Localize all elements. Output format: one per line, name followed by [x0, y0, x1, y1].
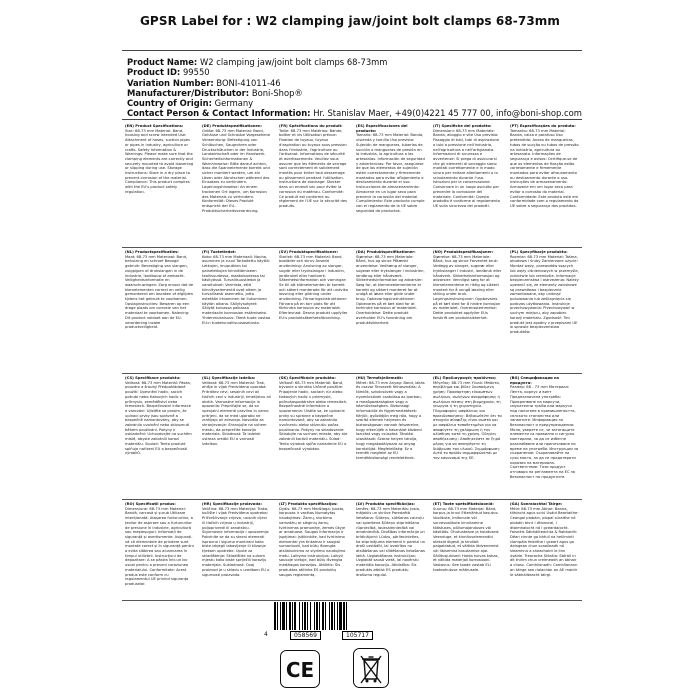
barcode-bars — [272, 602, 392, 632]
language-heading: (CS) Specifikace produktu: — [125, 376, 181, 380]
page-title: GPSR Label for : W2 clamping jaw/joint bolt clamps 68-73mm — [139, 14, 560, 28]
language-block — [122, 374, 197, 499]
language-text: Suurus: 68-73 mm Materjal: Bänd, korpus ja kruvi Ettenähtud kasutus: Voolikute, imitorude või survevoolikute kinnitamine tööstuses, põllumajanduses või käsitöös. Ohutusteave ja hoiatused: Veenduge, et kinnituselemendid oleksid õigesti ja kindlalt paigaldatud, et vältida lõdvenemist või libisemist kasutamise ajal. Säilitusjuhised: Hoida kuivas kohas, et vältida materjali korrosiooni. Vastavus: See toode vastab ELi tooteohutuse määrusele. — [433, 506, 500, 572]
barcode-digit-left: 4 — [264, 631, 268, 638]
language-block — [507, 248, 582, 373]
ce-mark-text: CE — [285, 658, 315, 682]
language-text: Storlek: 68-73 mm Material: Band, bostäder och skruv Avsedd användning: Anvisning av slangar, sugrör eller tryckslangar i industrin, jordbruket eller hantverk. Säkerhetsinformation och varningar: Se till att klämelementen är korrekt och säkert monterade för att undvika lossning eller glidning under användning. Förvaringsinstruktioner: Förvara på en torr plats för att förhindra korrosion av materialet. Efterlevnad: Denna produkt uppfyller EU:s produktsäkerhetsförordning. — [279, 254, 348, 320]
barcode-bar — [299, 602, 300, 630]
meta-label: Contact Person & Contact Information: — [127, 108, 311, 119]
barcode-bar — [289, 602, 291, 630]
language-text: Dimensioni: 68-73 mm Materiale: Banda, alloggio e vite Uso previsto: Fissaggio di tubi, tubi di aspirazione o tubi a pressione nell'industria, nell'agricoltura o nell'artigianato. Informazioni di sicurezza e avvertenze: Si prega di assicurarsi che gli elementi di serraggio siano montati correttamente e in modo sicuro per evitare allentamenti o lo scivolamento durante l'uso. Istruzioni per la conservazione: Conservare in un luogo asciutto per prevenire la corrosione del materiale. Conformità: Questo prodotto è conforme al regolamento UE sulla sicurezza dei prodotti. — [433, 128, 500, 208]
language-heading: (SL) Specifikacije izdelka: — [202, 376, 256, 380]
language-text: Méid: 68-73 mm Ábhar: Banna, tithíocht agus scriú Úsáid Beartaithe: Ceangal píobáin, píopaí súraithe nó píobáin bhrú i dtionscal, i dtalmhaíocht nó i gceardaíocht. Faisnéis Sábháilteachta & Rabhaidh: Déan cinnte go bhfuil na heilimintí clampála feistithe i gceart agus go daingean chun scaoileadh nó sleamhnú a sheachaint le linn úsáide. Treoracha Stórála: Stóráil in áit thirim chun creimeadh an ábhair a chosc. Comhlíonadh: Comhlíonann an táirge seo rialachán an AE maidir le sábháilteacht táirgí. — [510, 506, 579, 577]
language-text: Velikost: 68-73 mm Material: Trak, ohišje in vijak Predvidena uporaba: Pritrditev cevi, sesalnih cevi ali tlačnih cevi v industriji, kmetijstvu ali obrtih. Varnostne informacije in opozorila: Prepričajte se, da so vpenjalni elementi pravilno in varno pritrjeni, da se med uporabo ne zrahljajo ali zdrsnejo. Navodila za shranjevanje: Shranjujte na suhem mestu, da preprečite korozijo materiala. Skladnost: Ta izdelek ustreza uredbi EU o varnosti izdelkov. — [202, 380, 271, 446]
language-block — [430, 122, 505, 247]
meta-label: Product Name: — [127, 57, 198, 67]
barcode-bar — [325, 602, 326, 630]
barcode-bar — [346, 602, 347, 630]
language-row — [122, 122, 582, 247]
language-block — [507, 500, 582, 625]
language-block — [353, 248, 428, 373]
language-text: Størrelse: 68-73 mm Materiale: Bånd, hus og skrue Påtænkt anvendelse: Vedhæng af slanger, sugerør eller trykslanger i industrien, landbrug eller håndværk. Sikkerhedsinformation og advarsler: Sørg for, at klemmeelementerne er korrekt og sikkert monteret for at undgå at løsne eller glide under brug. Opbevaringsinstruktioner: Opbevares på et tørt sted for at forhindre korrosion af materialet. Overholdelse: Dette produkt overholder EU's forordning om produktsikkerhed. — [356, 254, 425, 325]
language-heading: (DE) Produktspezifikationen: — [202, 124, 262, 128]
meta-row — [127, 108, 587, 118]
barcode-bar — [331, 602, 333, 630]
language-row — [122, 373, 582, 499]
language-block — [276, 374, 351, 499]
language-heading: (NO) Produktspesifikasjoner: — [433, 250, 494, 254]
language-block — [199, 248, 274, 373]
language-heading: (NL) Productspecificaties: — [125, 250, 179, 254]
language-row — [122, 247, 582, 373]
language-text: Size: 68-73 mm Material: Band, housing and screw Intended Use: Attachment of hoses, suction pipes or pipes in industry, agriculture or crafts. Safety Information & Warnings: Please make sure that the clamping elements are correctly and securely mounted to avoid loosening or slipping during use. Storage Instructions: Store in a dry place to prevent corrosion of the material. Compliance: This product complies with the EU's product safety regulation. — [125, 128, 194, 194]
barcode-bar — [307, 602, 308, 630]
language-heading: (PL) Specyfikacje produktu: — [510, 250, 568, 254]
meta-value: W2 clamping jaw/joint bolt clamps 68-73mm — [199, 57, 388, 67]
barcode — [264, 602, 392, 642]
language-text: Veľkosť: 68-73 mm Materiál: Band, bývanie a skrutka Určené použitie: Pripojenie hadíc, saciach rúr alebo tlakových hadíc v priemysle, poľnohospodárstve alebo remeslách. Bezpečnostné informácie a upozornenia: Uistite sa, že upínacie prvky sú správne a bezpečne namontované, aby sa zabránilo uvoľneniu alebo skĺznutiu počas používania. Pokyny na skladovanie: Skladujte na suchom mieste, aby ste zabránili korózii materiálu. Súlad: Tento výrobok spĺňa nariadenie EÚ o bezpečnosti výrobkov. — [279, 380, 348, 451]
barcode-bar — [282, 602, 285, 630]
meta-row — [127, 78, 587, 88]
language-text: Размер: 68 - 73 mm Материал: Лента, корпус и винт Предназначена употреба: Прикрепване на маркучи, смукателни тръби или маркучи под налягане в промишлеността, селското стопанство или занаятите. Информация за безопасност и предупреждения: Моля, уверете се, че затягащите елементи са правилно и сигурно монтирани, за да се избегне разхлабване или приплъзване по време на употреба. Инструкции за съхранение: Съхранявайте на сухо място, за да се предотврати корозия на материала. Съответствие: Този продукт отговаря на регламента на ЕС за безопасност на продуктите. — [510, 385, 579, 479]
barcode-digits-right: 105717 — [342, 631, 373, 640]
product-meta — [127, 57, 587, 119]
language-heading: (GA) Sonraíochtaí Táirge: — [510, 502, 563, 506]
barcode-bar — [316, 602, 318, 630]
barcode-bar — [310, 602, 311, 630]
meta-row — [127, 67, 587, 77]
language-text: Taille: 68-73 mm Matériau: Bande, boîtier et vis Utilisation prévue: Fixation de tuyaux, tuyaux d'aspiration ou tuyaux sous pression dans l'industrie, l'agriculture ou l'artisanat. Informations de sécurité et avertissements: Veuillez vous assurer que les éléments de serrage sont correctement et solidement montés pour éviter tout desserrage ou glissement pendant l'utilisation. Instructions de stockage: Stocker dans un endroit sec pour éviter la corrosion du matériau. Conformité: Ce produit est conforme au règlement de l'UE sur la sécurité des produits. — [279, 128, 348, 208]
barcode-bar — [337, 602, 338, 630]
barcode-bar — [280, 602, 281, 630]
language-block — [276, 122, 351, 247]
language-text: Tamaño: 68-73 mm Material: Banda, vivienda y tornillo Uso previsto: Sujeción de mangueras, tuberías de succión o mangueras de presión en la industria, la agricultura o las artesanías. Información de seguridad y advertencias: Por favor, asegúrese de que los elementos de sujeción estén correctamente y firmemente montados para evitar aflojamiento o deslizamiento durante el uso. Instrucciones de almacenamiento: Almacene en un lugar seco para prevenir la corrosión del material. Cumplimiento: Este producto cumple con el reglamento de la UE sobre seguridad de productos. — [356, 133, 425, 213]
divider — [122, 119, 582, 120]
language-block — [122, 248, 197, 373]
language-heading: (SK) Špecifikácie produktu: — [279, 376, 336, 380]
barcode-bar — [339, 602, 342, 630]
meta-row — [127, 98, 587, 108]
language-heading: (RO) Specificații produs: — [125, 502, 176, 506]
language-text: Größe: 68-73 mm Material: Band, Gehäuse und Schraube Vorgesehene Verwendung: Befestigung von Schläuchen, Saugrohren oder Druckschläuchen in der Industrie, Landwirtschaft oder im Handwerk. Sicherheitsinformationen & Warnhinweise: Bitte darauf achten, dass die Spannelemente korrekt und sicher montiert werden, um ein Lösen oder Abrutschen während des Einsatzes zu verhindern. Lagerungshinweise: An einem trockenen Ort lagern, um Korrosion des Materials zu verhindern. Konformität: Dieses Produkt entspricht der EU-Produktsicherheitsverordnung. — [202, 128, 271, 213]
ce-mark-icon — [280, 650, 320, 688]
language-heading: (FI) Tuotetiedot: — [202, 250, 237, 254]
language-heading: (SV) Produktspecifikationer: — [279, 250, 339, 254]
meta-value: 99550 — [182, 67, 210, 78]
language-text: Rozmiar: 68-73 mm Materiał: Taśma, obudowa i śruby Zamierzone użycie: Montaż węży, przewodów ssących lub węży ciśnieniowych w przemyśle, rolnictwie lub rzemiośle. Informacje bezpieczeństwa i ostrzeżenia: Należy upewnić się, że elementy zaciskowe są prawidłowo i bezpiecznie zamontowane, aby uniknąć poluzowania lub ześlizgnięcia się podczas użytkowania. Instrukcje przechowywania: Przechowywać w suchym miejscu, aby zapobiec korozji materiału. Zgodność: Ten produkt jest zgodny z przepisami UE w sprawie bezpieczeństwa produktów. — [510, 254, 579, 334]
meta-label: Variation Number: — [127, 77, 214, 88]
barcode-bar — [329, 602, 330, 630]
language-block — [430, 248, 505, 373]
meta-value: Germany — [214, 98, 254, 109]
language-heading: (HR) Specifikacije proizvoda: — [202, 502, 262, 506]
language-text: Velikost: 68-73 mm Materiál: Páska, pouzdro a šroubý Předpokládané použití: Upevnění hadic, sacích potrubí nebo tlakových hadic v průmyslu, zemědělství nebo řemeslech. Bezpečnostní informace a varování: Ujistěte se prosím, že upínací prvky jsou správně a bezpečně namontovány, aby se zabránilo uvolnění nebo sklouznutí během používání. Pokyny k uskladnění: Uchovávejte na suchém místě, abyste zabránili korozi materiálu. Soulad: Tento produkt splňuje nařízení EU o bezpečnosti výrobků. — [125, 380, 192, 456]
language-heading: (ES) Especificaciones del producto: — [356, 124, 408, 133]
language-block — [199, 374, 274, 499]
language-block — [353, 374, 428, 499]
divider — [122, 600, 582, 601]
barcode-digits-middle: 058569 — [290, 631, 321, 640]
meta-label: Product ID: — [127, 67, 181, 78]
language-heading: (LT) Produkto specifikacijos: — [279, 502, 338, 506]
language-block — [507, 122, 582, 247]
language-heading: (LV) Produkta specifikācijas: — [356, 502, 415, 506]
barcode-bar — [314, 602, 315, 630]
meta-row — [127, 57, 587, 67]
barcode-bar — [304, 602, 306, 630]
barcode-bar — [294, 602, 296, 630]
language-block — [122, 500, 197, 625]
barcode-bar — [302, 602, 303, 630]
language-heading: (BG) Спецификации на продукта: — [510, 376, 560, 385]
language-text: Maat: 68-73 mm Materiaal: Band, behuizing en schroef Beoogd gebruik: Bevestiging van slangen, zuigpijpen of drukslangen in de industrie, landbouw of ambacht. Veiligheidsinformatie en waarschuwingen: Zorg ervoor dat de klemelementen correct en veilig gemonteerd om losraken of afglijden tijdens het gebruik te voorkomen. Opslaginstructies: Bewaren op een droge plaats om corrosie van het materiaal te voorkomen. Naleving: Dit product voldoet aan de EU-verordening inzake productveiligheid. — [125, 254, 194, 330]
language-heading: (PT) Especificações do produto: — [510, 124, 576, 128]
language-text: Dydis: 68-73 mm Medžiaga: Juosta, korpusas ir varžtas Numatytas naudojimas: Žarnų, siurbimo vamzdžių ar slėginių žarnų tvirtinimas pramonėje, žemės ūkyje ar amatuose. Saugos informacija ir įspėjimai: Įsitikinkite, kad tvirtinimo elementai yra tinkamai ir saugiai sumontuoti, kad būtų išvengta atsilaisvinimo ar slydimo naudojimo metu. Laikymo instrukcijos: Laikyti sausoje vietoje, kad būtų išvengta medžiagos korozijos. Atitiktis: Šis produktas atitinka ES produktų saugos reglamentą. — [279, 506, 346, 577]
meta-value: BONI-41011-46 — [216, 77, 281, 88]
language-block — [430, 500, 505, 625]
barcode-bar — [277, 602, 278, 630]
specifications-grid — [122, 122, 582, 625]
meta-label: Country of Origin: — [127, 98, 212, 109]
barcode-bar — [334, 602, 335, 630]
language-heading: (IT) Specifiche del prodotto: — [433, 124, 492, 128]
language-text: Μέγεθος: 68-73 mm Υλικό: Μπάντα, περίβλημα και βίδες Σκοπούμενη χρήση: Προσάρτηση εύκαμπτων σωλήνων, σωλήνων αναρρόφησης ή σωλήνων πίεσης στη βιομηχανία, τη γεωργία ή τη χειροτεχνία. Πληροφορίες ασφάλειας και προειδοποιήσεις: Βεβαιωθείτε ότι τα στοιχεία σύσφιξης είναι σωστά και με ασφάλεια τοποθετημένα για να αποφύγετε τη χαλάρωση ή την ολίσθηση κατά τη χρήση. Οδηγίες αποθήκευσης: Αποθηκεύστε σε ξηρό μέρος για να αποτρέψετε τη διάβρωση του υλικού. Συμμόρφωση: Αυτό το προϊόν συμμορφώνεται με τον κανονισμό της ΕΕ. — [433, 380, 502, 460]
meta-label: Manufacturer/Distributor: — [127, 87, 250, 98]
language-text: Dimensiune: 68-73 mm Material: Bandă, carcasă și șurub Utilizare intenționată: Atașarea furtunurilor, a țevilor de aspirare sau a furtunurilor de presiune în industrie, agricultură sau meșteșuguri. Informații de siguranță și avertismente: Asigurați-vă că elementele de prindere sunt montate corect și în siguranță pentru a evita slăbirea sau alunecarea în timpul utilizării. Instrucțiuni de depozitare: A se păstra într-un loc uscat pentru a preveni coroziunea materialului. Conformitate: Acest produs este conform cu regulamentul UE privind siguranța produselor. — [125, 506, 194, 586]
divider — [122, 50, 582, 51]
language-text: Tamanho: 68-73 mm Material: Banda, caixa e parafuso Uso pretendido: Anexo de mangueiras, tubos de sucção ou tubos de pressão na indústria, agricultura ou artesanato. Informações de segurança e avisos: Certifique-se de que os elementos de fixação estão corretamente e firmemente montados para evitar afrouxamento ou deslizamento durante o uso. Instruções de armazenamento: Armazene em um lugar seco para evitar a corrosão do material. Conformidade: Este produto está em conformidade com o regulamento da UE sobre a segurança dos produtos. — [510, 128, 579, 208]
language-text: Izmērs: 68-73 mm Materiāls: Josla, mājoklis un skrūve Paredzētā lietošana: Šļūteņu, sūkšanas cauruļu vai spiediena šļūteņu stiprināšana rūpniecībā, lauksaimniecībā vai amatniecībā. Drošības informācija un brīdinājumi: Lūdzu, pārliecinieties, ka stiprinājuma elementi ir pareizi un droši uzstādīti, lai izvairītos no atslābšanas vai slīdēšanas lietošanas laikā. Uzglabāšanas instrukcijas: Uzglabāt sausā vietā, lai novērstu materiāla koroziju. Atbilstība: Šis produkts atbilst ES produktu drošuma regulai. — [356, 506, 426, 577]
language-heading: (FR) Spécifications du produit: — [279, 124, 343, 128]
barcode-bar — [343, 602, 345, 630]
language-heading: (EN) Product Specifications: — [125, 124, 184, 128]
language-heading: (HU) Termékjellemzők: — [356, 376, 404, 380]
language-text: Koko: 68-73 mm Materiaali: Nauha, asuminen ja ruuvi Tarkoitettu käyttö: Letkujen, imuputkien tai paineletkujen kiinnittämiseen teollisuudessa, maataloudessa tai käsityössä. Turvallisuustiedot ja varoitukset: Varmista, että kiinnityselementit ovat oikein ja turvallisesti asennettu, jotta estetään irtoaminen tai liukuminen käytön aikana. Säilytysohjeet: Säilytä kuivassa paikassa materiaalin korroosion estämiseksi. Yhdenmukaisuus: Tämä tuote vastaa EU:n tuoteturvallisuusasetusta. — [202, 254, 271, 325]
language-text: Méret: 68-73 mm Anyag: Band, lakás és csavar Tervezett felhasználás: A tömlők, szívócsövek vagy a nyomócsövek csatolása az iparban, a mezőgazdaságban vagy a kézművességben. Biztonsági információk és figyelmeztetések: Kérjük, győződjön meg róla, hogy a szorító elemek helyesen és biztonságosan vannak felszerelve, hogy elkerüljék a használat közbeni lazulást vagy csúszást. Tárolási utasítások: Száraz helyen tárolja, hogy megakadályozza az anyag korrózióját. Megfelelőség: Ez a termék megfelel az EU termékbiztonsági rendeletének. — [356, 380, 425, 460]
language-text: Størrelse: 68-73 mm Materiale: Bånd, hus og skrue Forventet bruk: Vedlegg av slanger, sugerør eller trykkslanger i industri, landbruk eller håndverk. Sikkerhetsinformasjon og advarsler: Vennligst sørg for at klemelementene er riktig og sikkert montert for å unngå løsning eller skliing under bruk. Lagringsinstruksjoner: Oppbevares på et tørt sted for å hindre korrosjon av materialet. Overensstemmelse: Dette produktet oppfyller EUs forskrift om produktsikkerhet. — [433, 254, 502, 320]
language-text: Veličina: 68-73 mm Materijal: Traka, kućište i vijak Predviđena upotreba: Pričvršćivanje crijeva, usisnih cijevi ili tlačnih crijeva u industriji, poljoprivredi ili zanatstvu. Sigurnosne informacije i upozorenja: Pobrinite se da su stezni elementi ispravno i sigurno montirani kako biste izbjegli labavljenje ili klizanje tijekom upotrebe. Upute za skladištenje: Skladištite na suhom mjestu kako biste spriječili koroziju materijala. Sukladnost: Ovaj proizvod je u skladu s uredbom EU o sigurnosti proizvoda. — [202, 506, 270, 577]
meta-value: Hr. Stanislav Maer, +49(0)4221 45 777 00, info@boni-shop.com — [313, 108, 582, 119]
language-block — [199, 122, 274, 247]
language-block — [507, 374, 582, 499]
language-heading: (DA) Produktspecifikationer: — [356, 250, 416, 254]
meta-row — [127, 88, 587, 98]
language-block — [122, 122, 197, 247]
meta-value: Boni-Shop® — [251, 87, 303, 98]
weee-bin-icon — [353, 648, 389, 688]
barcode-bar — [322, 602, 324, 630]
barcode-bar — [286, 602, 287, 630]
barcode-bar — [292, 602, 293, 630]
language-block — [276, 248, 351, 373]
language-block — [353, 122, 428, 247]
language-heading: (ET) Toote spetsifikatsioonid: — [433, 502, 494, 506]
language-block — [430, 374, 505, 499]
language-heading: (EL) Προδιαγραφές προϊόντος: — [433, 376, 497, 380]
barcode-bar — [319, 602, 320, 630]
language-block — [199, 500, 274, 625]
barcode-bar — [274, 602, 276, 630]
